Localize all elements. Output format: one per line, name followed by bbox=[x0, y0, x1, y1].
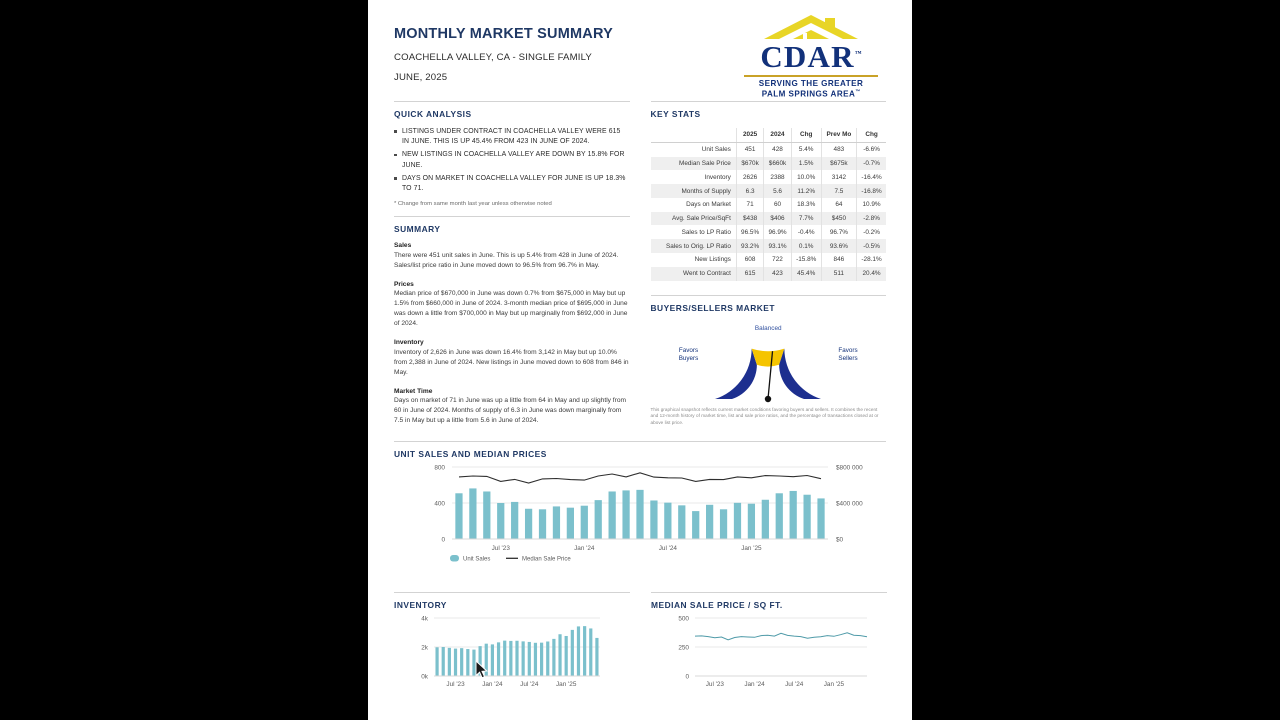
x-axis-tick-label: Jul '24 bbox=[520, 681, 539, 689]
bar bbox=[748, 504, 755, 539]
table-cell: 0.1% bbox=[791, 239, 821, 253]
y-axis-tick-label: 0 bbox=[685, 673, 689, 681]
report-period: JUNE, 2025 bbox=[394, 72, 448, 83]
y2-axis-tick-label: $800 000 bbox=[836, 464, 863, 472]
y2-axis-tick-label: $0 bbox=[836, 536, 844, 544]
gauge-disclaimer: This graphical snapshot reflects current market conditions favoring buyers and sellers. It combines the recent and 12-month history of market time, list and sale price ratios, and the percentage of transactions closed at or above list price. bbox=[650, 406, 879, 426]
x-axis-tick-label: Jul '23 bbox=[705, 681, 724, 689]
bar bbox=[455, 494, 462, 540]
gauge-dial bbox=[703, 337, 833, 409]
table-cell: 18.3% bbox=[791, 198, 821, 212]
legend-label-unit-sales: Unit Sales bbox=[463, 556, 491, 563]
gauge-left-label: Favors Buyers bbox=[678, 346, 699, 363]
table-cell: -0.7% bbox=[857, 157, 886, 171]
gauge-right-label: Favors Sellers bbox=[838, 346, 858, 363]
table-cell: 7.5 bbox=[821, 184, 856, 198]
x-axis-tick-label: Jan '24 bbox=[482, 681, 503, 689]
summary-text-sales: There were 451 unit sales in June. This is up 5.4% from 428 in June of 2024. Sales/list price ratio in June moved down to 96.5% from 96.7% in May. bbox=[394, 251, 619, 269]
table-cell: 511 bbox=[821, 267, 856, 281]
column-header: Chg bbox=[791, 128, 821, 142]
summary-text-market-time: Days on market of 71 in June was up a little from 64 in May and up slightly from 60 in June of 2024. Months of supply of 6.3 in June was down marginally from 7.5 in May but up a little from 5.6 in June of 2024. bbox=[394, 397, 626, 425]
quick-analysis-heading: QUICK ANALYSIS bbox=[394, 109, 472, 119]
bar bbox=[817, 499, 824, 540]
bar bbox=[485, 644, 488, 676]
price-sqft-line bbox=[695, 633, 867, 640]
row-label: Unit Sales bbox=[651, 142, 737, 156]
bar bbox=[511, 502, 518, 539]
table-row bbox=[651, 157, 887, 171]
table-cell: 93.1% bbox=[764, 239, 791, 253]
summary-text-prices: Median price of $670,000 in June was down 0.7% from $675,000 in May but up 1.5% from $660,000 in June of 2024. 3-month median price of $695,000 in June was down a little from $700,000 in May but up marginally from $692,000 in June of 2024. bbox=[394, 290, 628, 328]
x-axis-tick-label: Jan '25 bbox=[823, 681, 845, 689]
x-axis-tick-label: Jan '25 bbox=[741, 545, 762, 553]
table-cell: 20.4% bbox=[857, 267, 886, 281]
bar bbox=[636, 490, 643, 539]
unit-sales-median-prices-chart bbox=[394, 459, 886, 571]
y-axis-tick-label: 4k bbox=[421, 615, 428, 623]
table-cell: 451 bbox=[736, 142, 763, 156]
column-header: Prev Mo bbox=[821, 128, 856, 142]
x-axis-tick-label: Jan '24 bbox=[574, 545, 595, 553]
bar bbox=[491, 645, 494, 677]
row-label: Months of Supply bbox=[651, 184, 737, 198]
table-row bbox=[651, 184, 887, 198]
table-cell: 71 bbox=[736, 198, 763, 212]
bar bbox=[595, 638, 598, 676]
row-label: Sales to Orig. LP Ratio bbox=[651, 239, 737, 253]
bar bbox=[509, 641, 512, 676]
bar bbox=[435, 648, 438, 677]
bar bbox=[678, 506, 685, 540]
table-cell: 608 bbox=[736, 253, 763, 267]
table-cell: 93.6% bbox=[821, 239, 856, 253]
bar bbox=[762, 500, 769, 539]
unit-sales-chart-title: UNIT SALES AND MEDIAN PRICES bbox=[394, 449, 547, 460]
price-sqft-chart-block bbox=[651, 592, 887, 703]
bar bbox=[497, 503, 504, 539]
y-axis-tick-label: 800 bbox=[434, 464, 445, 472]
bar bbox=[515, 641, 518, 676]
market-summary-document bbox=[368, 0, 912, 720]
summary-divider bbox=[394, 216, 630, 217]
table-cell: 2388 bbox=[764, 170, 791, 184]
table-cell: 5.6 bbox=[764, 184, 791, 198]
unit-sales-divider bbox=[394, 441, 886, 442]
logo-divider bbox=[744, 75, 878, 77]
table-cell: $406 bbox=[764, 212, 791, 226]
table-cell: $450 bbox=[821, 212, 856, 226]
summary-text-inventory: Inventory of 2,626 in June was down 16.4% from 3,142 in May but up 10.0% from 2,388 in June of 2024. New listings in June moved down to 608 from 846 in May. bbox=[394, 348, 629, 376]
table-cell: 2626 bbox=[736, 170, 763, 184]
bar bbox=[577, 627, 580, 677]
table-cell: $670k bbox=[736, 157, 763, 171]
price-sqft-divider bbox=[651, 592, 887, 593]
table-cell: -6.6% bbox=[863, 146, 880, 154]
bar bbox=[776, 494, 783, 540]
summary-label-market-time: Market Time bbox=[394, 387, 433, 395]
median-sale-price-sqft-chart bbox=[651, 610, 887, 698]
gauge-divider bbox=[651, 295, 887, 296]
quick-analysis-list bbox=[394, 127, 630, 194]
gauge-center-label: Balanced bbox=[754, 324, 782, 332]
bar bbox=[497, 643, 500, 677]
table-row bbox=[651, 170, 887, 184]
inventory-divider bbox=[394, 592, 630, 593]
bar bbox=[522, 642, 525, 677]
bar bbox=[442, 647, 445, 676]
bar bbox=[567, 508, 574, 539]
bar bbox=[734, 503, 741, 539]
row-label: New Listings bbox=[651, 253, 737, 267]
table-cell: 64 bbox=[821, 198, 856, 212]
table-header-row bbox=[651, 128, 887, 142]
bar bbox=[483, 492, 490, 540]
bar bbox=[803, 495, 810, 539]
table-cell: $660k bbox=[764, 157, 791, 171]
table-cell: 428 bbox=[764, 142, 791, 156]
inventory-chart-block bbox=[394, 592, 630, 703]
bar bbox=[525, 509, 532, 539]
table-cell: 423 bbox=[764, 267, 791, 281]
cdar-logo bbox=[738, 14, 884, 100]
row-label: Median Sale Price bbox=[651, 157, 737, 171]
bar bbox=[454, 649, 457, 676]
table-cell: -0.5% bbox=[857, 239, 886, 253]
row-label: Inventory bbox=[651, 170, 737, 184]
bar bbox=[479, 646, 482, 676]
list-item: NEW LISTINGS IN COACHELLA VALLEY ARE DOWN BY 15.8% FOR JUNE. bbox=[394, 150, 630, 170]
column-header: 2024 bbox=[764, 128, 791, 142]
buyers-sellers-gauge bbox=[651, 319, 887, 405]
table-cell: 6.3 bbox=[736, 184, 763, 198]
table-cell: 96.9% bbox=[764, 225, 791, 239]
table-cell: -16.8% bbox=[857, 184, 886, 198]
page-subtitle: COACHELLA VALLEY, CA - SINGLE FAMILY bbox=[394, 52, 592, 63]
table-cell: 615 bbox=[736, 267, 763, 281]
legend-swatch-unit-sales bbox=[450, 555, 459, 562]
bar bbox=[534, 643, 537, 676]
summary-label-prices: Prices bbox=[394, 280, 414, 288]
key-stats-heading: KEY STATS bbox=[650, 109, 701, 119]
bar bbox=[552, 639, 555, 676]
row-label: Sales to LP Ratio bbox=[651, 225, 737, 239]
logo-tagline-line2: PALM SPRINGS AREA™ bbox=[761, 89, 861, 99]
bar bbox=[650, 501, 657, 540]
table-cell: -2.8% bbox=[857, 212, 886, 226]
inventory-chart bbox=[394, 610, 630, 698]
y2-axis-tick-label: $400 000 bbox=[836, 500, 863, 508]
x-axis-tick-label: Jul '23 bbox=[446, 681, 465, 689]
table-cell: 3142 bbox=[821, 170, 856, 184]
bar bbox=[720, 510, 727, 540]
column-header: 2025 bbox=[736, 128, 763, 142]
bar bbox=[565, 636, 568, 676]
bar bbox=[448, 648, 451, 676]
list-item: LISTINGS UNDER CONTRACT IN COACHELLA VALLEY WERE 615 IN JUNE. THIS IS UP 45.4% FROM 423 IN JUNE OF 2024. bbox=[394, 127, 630, 147]
bar bbox=[706, 505, 713, 539]
price-sqft-chart-title: MEDIAN SALE PRICE / SQ FT. bbox=[651, 600, 783, 611]
y-axis-tick-label: 400 bbox=[434, 500, 445, 508]
table-row bbox=[651, 142, 887, 156]
bar bbox=[692, 511, 699, 539]
table-cell: 1.5% bbox=[791, 157, 821, 171]
list-item: DAYS ON MARKET IN COACHELLA VALLEY FOR JUNE IS UP 18.3% TO 71. bbox=[394, 174, 630, 194]
table-cell: 846 bbox=[821, 253, 856, 267]
column-header bbox=[651, 128, 737, 142]
table-cell: 10.0% bbox=[791, 170, 821, 184]
table-cell: 96.7% bbox=[821, 225, 856, 239]
bar bbox=[472, 650, 475, 676]
table-cell: 722 bbox=[764, 253, 791, 267]
page-title: MONTHLY MARKET SUMMARY bbox=[394, 26, 613, 42]
table-cell: $675k bbox=[821, 157, 856, 171]
bar bbox=[609, 492, 616, 540]
table-cell: 5.4% bbox=[791, 142, 821, 156]
table-row bbox=[651, 225, 887, 239]
table-cell: -15.8% bbox=[791, 253, 821, 267]
bar bbox=[553, 507, 560, 540]
gauge-arc-buyers bbox=[715, 348, 757, 398]
summary-label-inventory: Inventory bbox=[394, 339, 424, 347]
bar bbox=[546, 642, 549, 677]
y-axis-tick-label: 500 bbox=[678, 615, 689, 623]
logo-tagline-line1: SERVING THE GREATER bbox=[758, 78, 864, 88]
gauge-heading: BUYERS/SELLERS MARKET bbox=[650, 302, 776, 313]
table-row bbox=[651, 267, 887, 281]
bar bbox=[466, 649, 469, 676]
key-stats-body bbox=[651, 142, 887, 280]
table-cell: 96.5% bbox=[736, 225, 763, 239]
table-cell: $438 bbox=[736, 212, 763, 226]
y-axis-tick-label: 250 bbox=[678, 644, 689, 652]
table-row bbox=[651, 239, 887, 253]
x-axis-tick-label: Jul '23 bbox=[491, 545, 510, 553]
table-cell: 60 bbox=[764, 198, 791, 212]
table-cell: -28.1% bbox=[861, 256, 882, 264]
bar bbox=[539, 510, 546, 540]
gauge-arc-sellers bbox=[779, 348, 821, 398]
top-columns bbox=[394, 101, 886, 427]
key-stats-divider bbox=[651, 101, 887, 102]
table-cell: -0.2% bbox=[863, 228, 880, 236]
table-row bbox=[651, 253, 887, 267]
inventory-chart-title: INVENTORY bbox=[394, 600, 447, 611]
bar bbox=[589, 629, 592, 677]
bar bbox=[528, 642, 531, 676]
y-axis-tick-label: 0 bbox=[441, 536, 445, 544]
legend-label-median-price: Median Sale Price bbox=[522, 556, 571, 563]
quick-analysis-divider bbox=[394, 101, 630, 102]
table-cell: 7.7% bbox=[791, 212, 821, 226]
bar bbox=[460, 648, 463, 676]
y-axis-tick-label: 2k bbox=[421, 644, 428, 652]
x-axis-tick-label: Jul '24 bbox=[785, 681, 804, 689]
table-cell: -0.4% bbox=[791, 225, 821, 239]
bar bbox=[581, 506, 588, 539]
bar bbox=[469, 489, 476, 540]
x-axis-tick-label: Jul '24 bbox=[658, 545, 677, 553]
table-row bbox=[651, 212, 887, 226]
right-column bbox=[651, 101, 887, 427]
median-price-line bbox=[459, 473, 821, 483]
table-cell: 10.9% bbox=[862, 201, 881, 209]
bar bbox=[622, 491, 629, 540]
gauge-hub bbox=[765, 395, 771, 401]
summary-heading: SUMMARY bbox=[394, 224, 441, 235]
table-row bbox=[651, 198, 887, 212]
table-cell: 483 bbox=[821, 142, 856, 156]
bar bbox=[583, 626, 586, 676]
bar bbox=[558, 635, 561, 677]
bar bbox=[571, 630, 574, 676]
row-label: Days on Market bbox=[651, 198, 737, 212]
table-cell: 11.2% bbox=[791, 184, 821, 198]
x-axis-tick-label: Jan '24 bbox=[744, 681, 765, 689]
bottom-charts bbox=[394, 592, 886, 703]
table-cell: 45.4% bbox=[791, 267, 821, 281]
key-stats-table bbox=[651, 128, 887, 281]
bar bbox=[790, 491, 797, 539]
column-header: Chg bbox=[857, 128, 886, 142]
row-label: Avg. Sale Price/SqFt bbox=[651, 212, 737, 226]
x-axis-tick-label: Jan '25 bbox=[555, 681, 577, 689]
quick-analysis-footnote: * Change from same month last year unless otherwise noted bbox=[394, 201, 552, 208]
unit-sales-chart-block bbox=[394, 441, 886, 576]
logo-wordmark: CDAR™ bbox=[760, 39, 862, 74]
summary-label-sales: Sales bbox=[394, 242, 412, 250]
table-cell: -16.4% bbox=[861, 173, 882, 181]
bar bbox=[595, 500, 602, 539]
row-label: Went to Contract bbox=[651, 267, 737, 281]
bar bbox=[664, 503, 671, 539]
bar bbox=[540, 643, 543, 676]
y-axis-tick-label: 0k bbox=[421, 673, 428, 681]
bar bbox=[503, 641, 506, 676]
table-cell: 93.2% bbox=[736, 239, 763, 253]
left-column bbox=[394, 101, 630, 427]
